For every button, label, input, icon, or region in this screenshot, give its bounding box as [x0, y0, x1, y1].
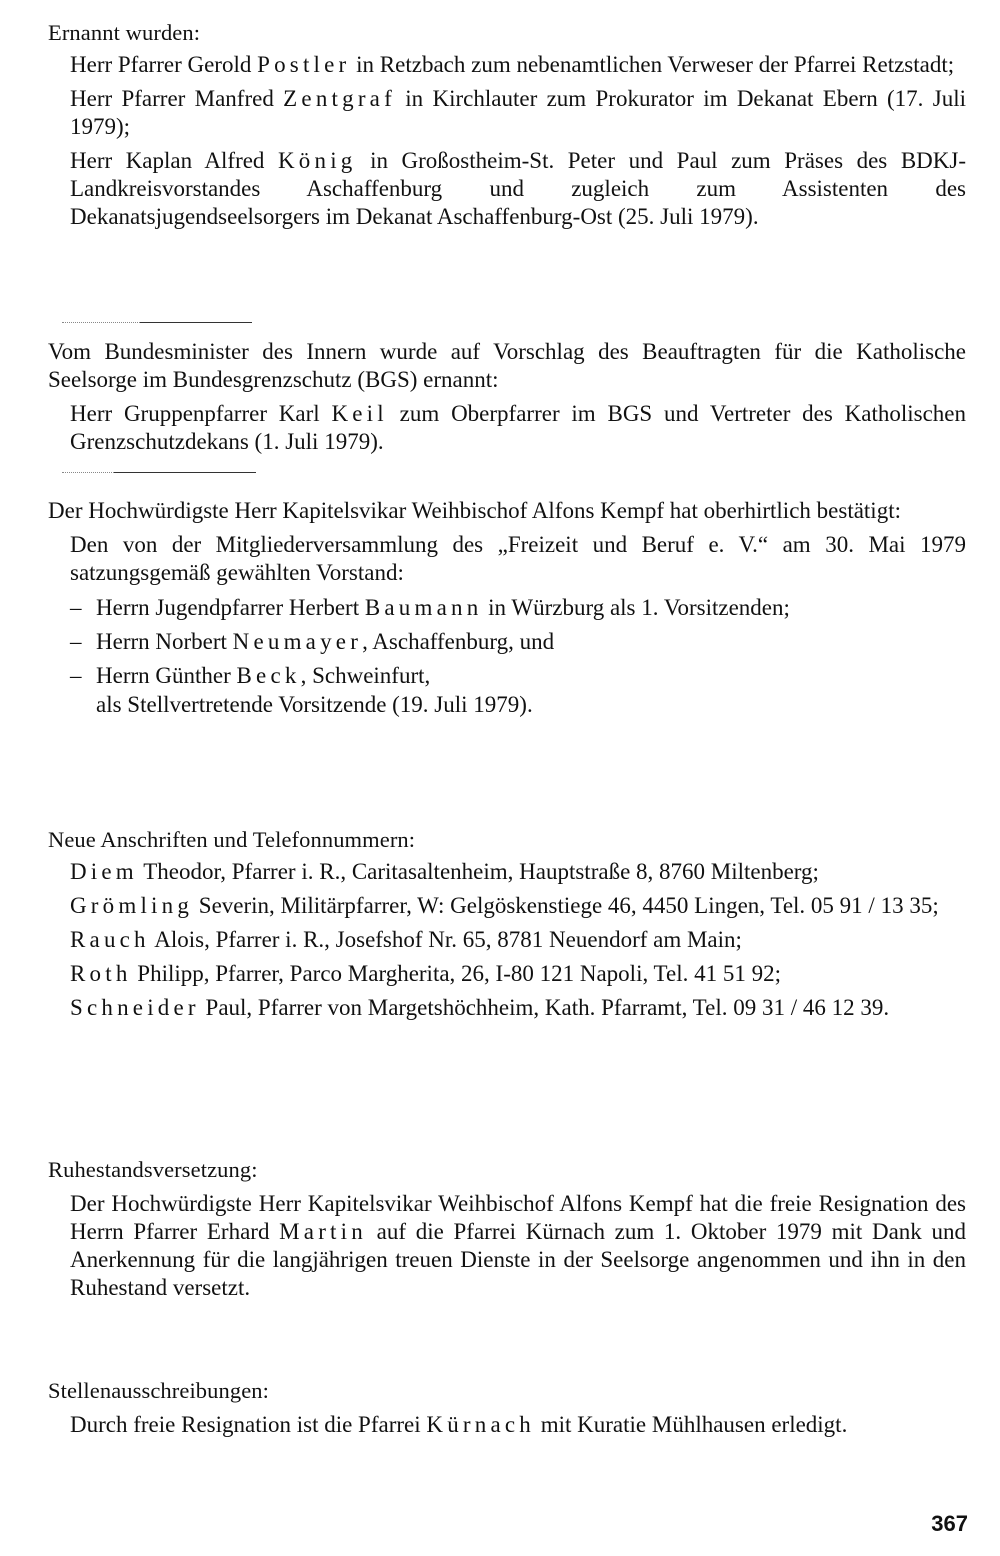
confirmation-text: Den von der Mitgliederversammlung des „Freizeit und Beruf e. V.“ am 30. Mai 1979 satzungsgemäß gewählten Vorstand: — [70, 532, 966, 585]
section-bestaetigt — [48, 497, 966, 724]
section-anschriften — [48, 825, 966, 1028]
section-ernannt — [48, 18, 966, 237]
section-heading: Neue Anschriften und Telefonnummern: — [48, 827, 416, 852]
address-entry: Roth Philipp, Pfarrer, Parco Margherita, 26, I-80 121 Napoli, Tel. 41 51 92; — [70, 961, 781, 986]
separator-rule — [62, 472, 114, 473]
address-entry: Schneider Paul, Pfarrer von Margetshöchheim, Kath. Pfarramt, Tel. 09 31 / 46 12 39. — [70, 995, 890, 1020]
address-entry: Grömling Severin, Militärpfarrer, W: Gelgöskenstiege 46, 4450 Lingen, Tel. 05 91 / 13 35; — [70, 893, 939, 918]
person-name: Zentgraf — [283, 86, 396, 111]
list-item: – Herrn Günther Beck, Schweinfurt, als Stellvertretende Vorsitzende (19. Juli 1979). — [70, 663, 533, 717]
section-intro: Der Hochwürdigste Herr Kapitelsvikar Weihbischof Alfons Kempf hat oberhirtlich bestätigt: — [48, 498, 901, 523]
section-ruhestand — [48, 1155, 966, 1308]
person-name: Roth — [70, 961, 132, 986]
section-heading: Ernannt wurden: — [48, 20, 201, 45]
appointment-entry: Herr Pfarrer Gerold Postler in Retzbach zum nebenamtlichen Verweser der Pfarrei Retzstadt; — [70, 52, 955, 77]
person-name: Baumann — [364, 595, 483, 620]
list-item: – Herrn Norbert Neumayer, Aschaffenburg, und — [70, 629, 555, 654]
person-name: Martin — [279, 1219, 367, 1244]
separator-rule — [114, 472, 256, 473]
person-name: Keil — [331, 401, 388, 426]
person-name: König — [278, 148, 357, 173]
parish-name: Kürnach — [426, 1412, 535, 1437]
list-item: – Herrn Jugendpfarrer Herbert Baumann in Würzburg als 1. Vorsitzenden; — [70, 595, 790, 620]
page-number: 367 — [931, 1511, 968, 1536]
address-entry: Rauch Alois, Pfarrer i. R., Josefshof Nr. 65, 8781 Neuendorf am Main; — [70, 927, 742, 952]
person-name: Diem — [70, 859, 138, 884]
appointment-entry: Herr Gruppenpfarrer Karl Keil zum Oberpfarrer im BGS und Vertreter des Katholischen Grenzschutzdekans (1. Juli 1979). — [70, 401, 966, 454]
section-bgs — [48, 338, 966, 462]
separator-rule — [62, 322, 142, 323]
section-intro: Vom Bundesminister des Innern wurde auf Vorschlag des Beauftragten für die Katholische Seelsorge im Bundesgrenzschutz (BGS) ernannt: — [48, 339, 966, 392]
appointment-entry: Herr Pfarrer Manfred Zentgraf in Kirchlauter zum Prokurator im Dekanat Ebern (17. Juli 1979); — [70, 86, 966, 139]
section-heading: Stellenausschreibungen: — [48, 1378, 269, 1403]
section-stellen — [48, 1376, 966, 1445]
person-name: Schneider — [70, 995, 200, 1020]
retirement-text: Der Hochwürdigste Herr Kapitelsvikar Weihbischof Alfons Kempf hat die freie Resignation des Herrn Pfarrer Erhard Martin auf die Pfarrei Kürnach zum 1. Oktober 1979 mit Dank und Anerkennung für die langjährigen treuen Dienste in der Seelsorge angenommen und ihn in den Ruhestand versetzt. — [70, 1191, 966, 1300]
person-name: Rauch — [70, 927, 150, 952]
person-name: Beck — [236, 663, 301, 688]
person-name: Grömling — [70, 893, 194, 918]
address-entry: Diem Theodor, Pfarrer i. R., Caritasaltenheim, Hauptstraße 8, 8760 Miltenberg; — [70, 859, 819, 884]
person-name: Postler — [257, 52, 351, 77]
person-name: Neumayer — [232, 629, 363, 654]
section-heading: Ruhestandsversetzung: — [48, 1157, 258, 1182]
separator-rule — [140, 322, 252, 323]
appointment-entry: Herr Kaplan Alfred König in Großostheim-St. Peter und Paul zum Präses des BDKJ-Landkreisvorstandes Aschaffenburg und zugleich zum Assistenten des Dekanatsjugendseelsorgers im Dekanat Aschaffenburg-Ost (25. Juli 1979). — [70, 148, 966, 229]
vacancy-text: Durch freie Resignation ist die Pfarrei Kürnach mit Kuratie Mühlhausen erledigt. — [70, 1412, 848, 1437]
